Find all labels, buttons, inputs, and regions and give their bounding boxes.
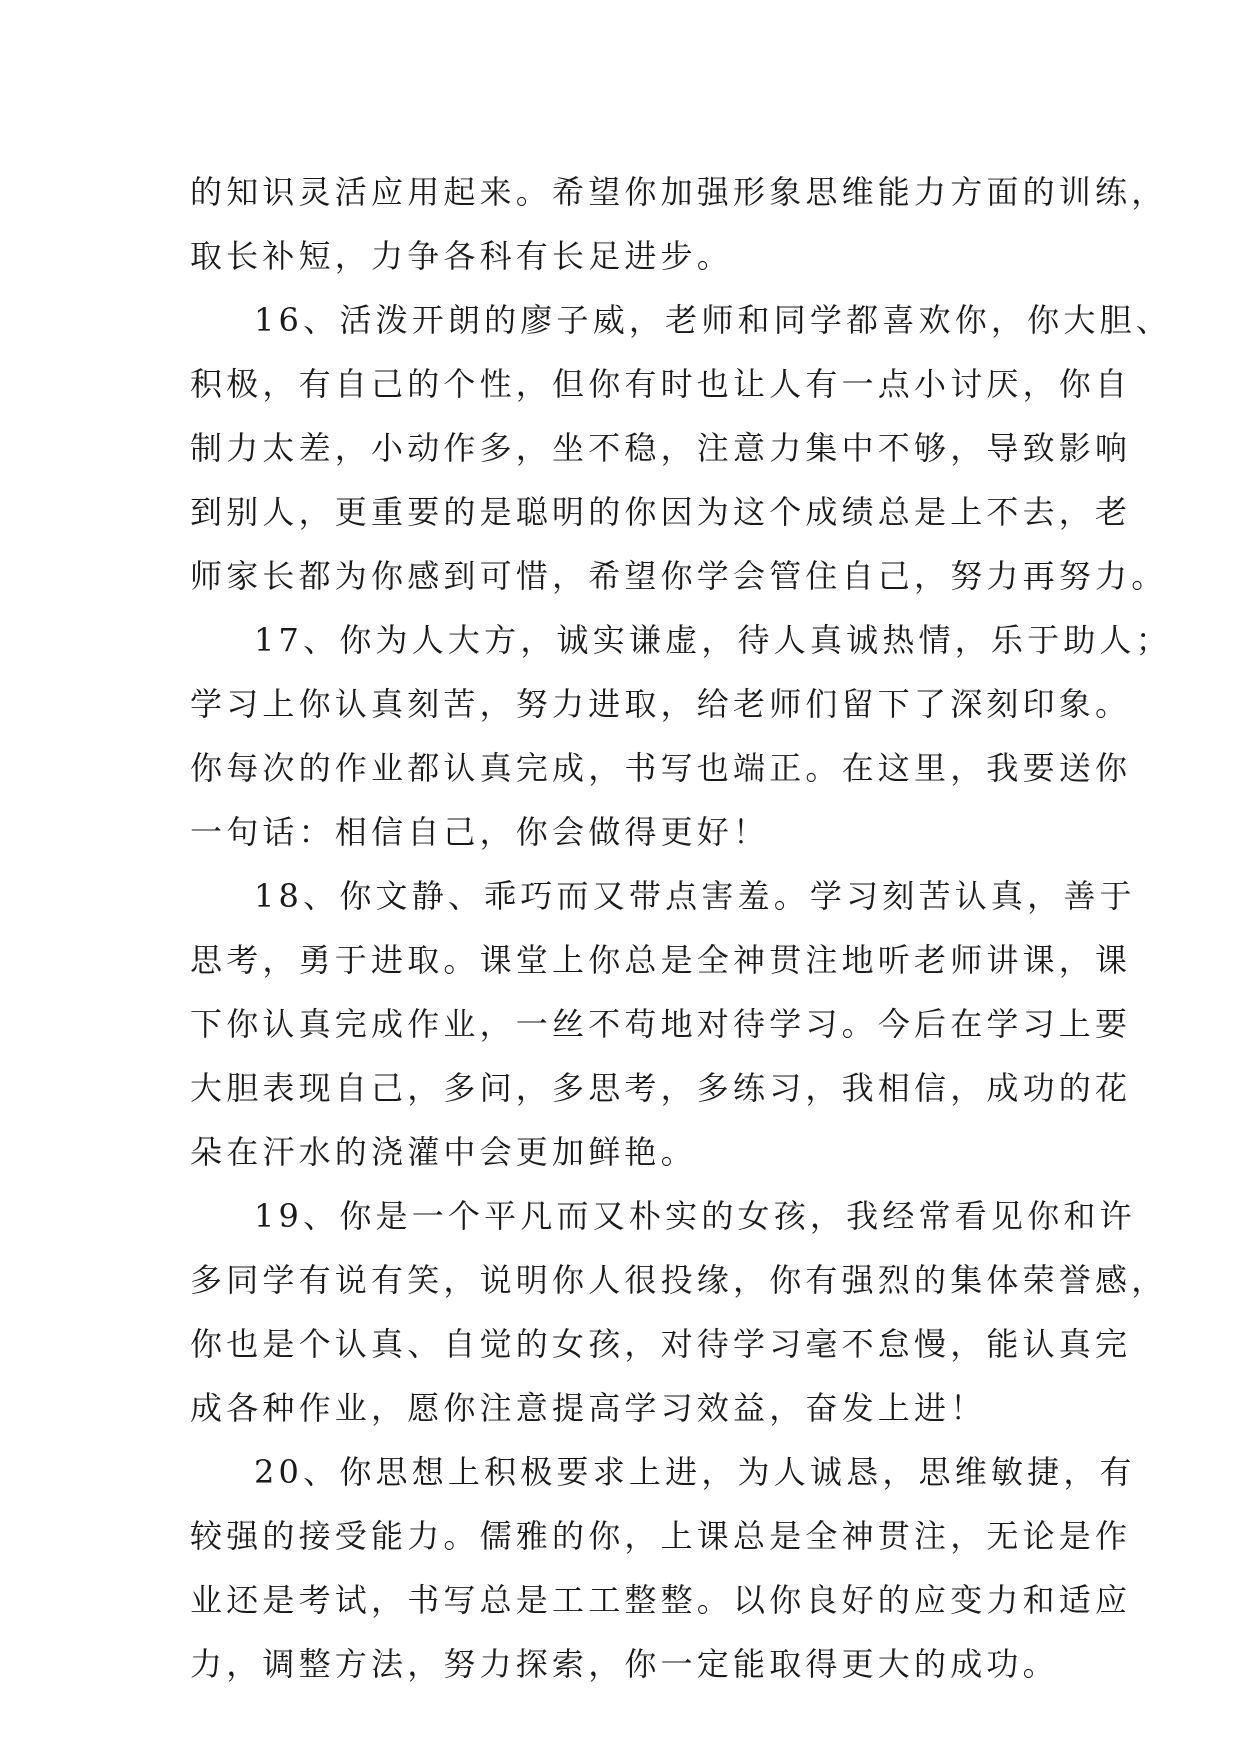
text-line: 师家长都为你感到可惜，希望你学会管住自己，努力再努力。 (190, 557, 1168, 595)
text-line: 朵在汗水的浇灌中会更加鲜艳。 (190, 1133, 697, 1171)
paragraph-start-16: 16、活泼开朗的廖子威，老师和同学都喜欢你，你大胆、 (254, 301, 1172, 339)
text-line: 你也是个认真、自觉的女孩，对待学习毫不怠慢，能认真完 (190, 1325, 1132, 1363)
paragraph-start-18: 18、你文静、乖巧而又带点害羞。学习刻苦认真，善于 (254, 877, 1136, 915)
text-line: 多同学有说有笑，说明你人很投缘，你有强烈的集体荣誉感， (190, 1261, 1168, 1299)
text-line: 业还是考试，书写总是工工整整。以你良好的应变力和适应 (190, 1581, 1132, 1619)
paragraph-start-20: 20、你思想上积极要求上进，为人诚恳，思维敏捷，有 (254, 1453, 1136, 1491)
text-line: 成各种作业，愿你注意提高学习效益，奋发上进！ (190, 1389, 987, 1427)
paragraph-start-17: 17、你为人大方，诚实谦虚，待人真诚热情，乐于助人； (254, 621, 1172, 659)
text-line: 积极，有自己的个性，但你有时也让人有一点小讨厌，你自 (190, 365, 1132, 403)
text-line: 一句话：相信自己，你会做得更好！ (190, 813, 770, 851)
text-line: 到别人，更重要的是聪明的你因为这个成绩总是上不去，老 (190, 493, 1132, 531)
text-line: 思考，勇于进取。课堂上你总是全神贯注地听老师讲课，课 (190, 941, 1132, 979)
text-line: 力，调整方法，努力探索，你一定能取得更大的成功。 (190, 1645, 1059, 1683)
text-line: 学习上你认真刻苦，努力进取，给老师们留下了深刻印象。 (190, 685, 1132, 723)
text-line: 取长补短，力争各科有长足进步。 (190, 237, 734, 275)
text-line: 制力太差，小动作多，坐不稳，注意力集中不够，导致影响 (190, 429, 1132, 467)
text-line: 下你认真完成作业，一丝不苟地对待学习。今后在学习上要 (190, 1005, 1132, 1043)
paragraph-start-19: 19、你是一个平凡而又朴实的女孩，我经常看见你和许 (254, 1197, 1136, 1235)
text-line: 的知识灵活应用起来。希望你加强形象思维能力方面的训练， (190, 173, 1168, 211)
text-line: 你每次的作业都认真完成，书写也端正。在这里，我要送你 (190, 749, 1132, 787)
document-body (190, 160, 1172, 1696)
text-line: 较强的接受能力。儒雅的你，上课总是全神贯注，无论是作 (190, 1517, 1132, 1555)
text-line: 大胆表现自己，多问，多思考，多练习，我相信，成功的花 (190, 1069, 1132, 1107)
